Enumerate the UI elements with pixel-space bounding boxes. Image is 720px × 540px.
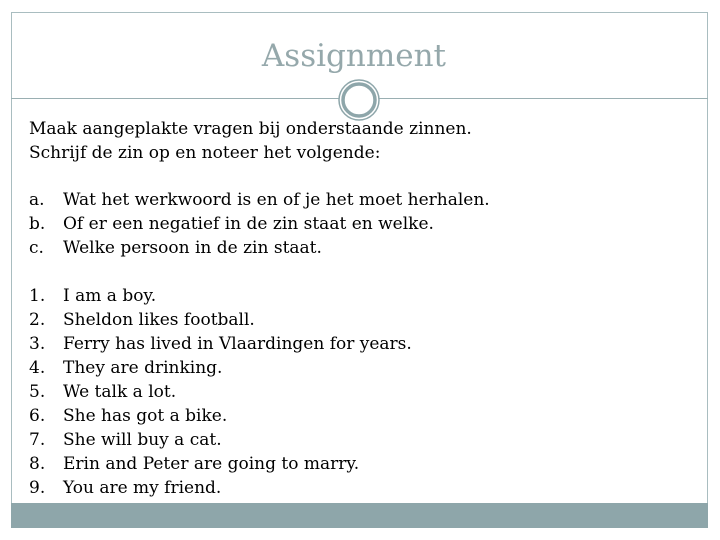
criteria-item — [29, 188, 689, 212]
sentence-item — [29, 476, 689, 500]
list-marker: b. — [29, 214, 46, 234]
criteria-text: Welke persoon in de zin staat. — [63, 238, 322, 258]
slide-title: Assignment — [261, 38, 446, 74]
list-marker: 2. — [29, 310, 46, 330]
sentence-item — [29, 428, 689, 452]
list-marker: a. — [29, 190, 45, 210]
sentence-item — [29, 332, 689, 356]
list-marker: 7. — [29, 430, 46, 450]
sentence-text: I am a boy. — [63, 286, 157, 306]
list-marker: 1. — [29, 286, 46, 306]
spacer — [29, 260, 689, 284]
sentence-text: Ferry has lived in Vlaardingen for years. — [63, 334, 412, 354]
list-marker: c. — [29, 238, 44, 258]
sentence-item — [29, 404, 689, 428]
list-marker: 5. — [29, 382, 46, 402]
circle-ornament-icon — [338, 79, 380, 121]
sentence-item — [29, 380, 689, 404]
sentence-text: She has got a bike. — [63, 406, 228, 426]
sentence-item — [29, 308, 689, 332]
list-marker: 3. — [29, 334, 46, 354]
criteria-item — [29, 236, 689, 260]
sentence-text: Erin and Peter are going to marry. — [63, 454, 360, 474]
criteria-list — [29, 188, 689, 260]
criteria-text: Of er een negatief in de zin staat en welke. — [63, 214, 434, 234]
slide-body — [29, 117, 689, 500]
criteria-text: Wat het werkwoord is en of je het moet herhalen. — [63, 190, 490, 210]
list-marker: 4. — [29, 358, 46, 378]
list-marker: 8. — [29, 454, 46, 474]
sentence-item — [29, 452, 689, 476]
sentence-list — [29, 284, 689, 500]
intro-line-2: Schrijf de zin op en noteer het volgende: — [29, 143, 381, 163]
sentence-text: They are drinking. — [63, 358, 223, 378]
footer-bar — [11, 503, 708, 528]
spacer — [29, 165, 689, 188]
sentence-item — [29, 356, 689, 380]
criteria-item — [29, 212, 689, 236]
list-marker: 9. — [29, 478, 46, 498]
sentence-text: She will buy a cat. — [63, 430, 222, 450]
list-marker: 6. — [29, 406, 46, 426]
sentence-text: You are my friend. — [63, 478, 222, 498]
sentence-text: Sheldon likes football. — [63, 310, 255, 330]
sentence-text: We talk a lot. — [63, 382, 177, 402]
intro-line-1: Maak aangeplakte vragen bij onderstaande zinnen. — [29, 119, 472, 139]
sentence-item — [29, 284, 689, 308]
